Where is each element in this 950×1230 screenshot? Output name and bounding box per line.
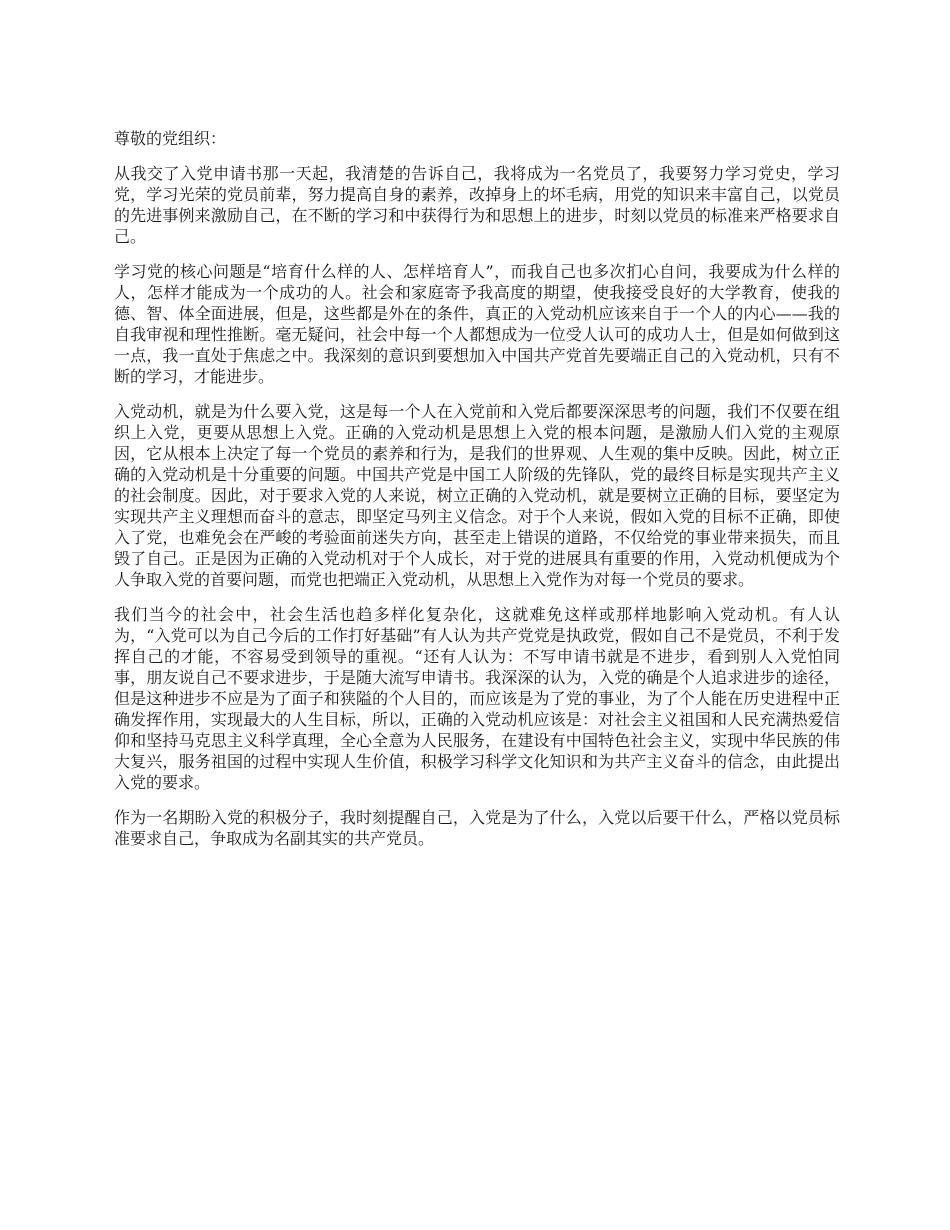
paragraph-1: 从我交了入党申请书那一天起，我清楚的告诉自己，我将成为一名党员了，我要努力学习党史，学习党，学习光荣的党员前辈，努力提高自身的素养，改掉身上的坏毛病，用党的知识来丰富自己，以党员的先进事例来激励自己，在不断的学习和中获得行为和思想上的进步，时刻以党员的标准来严格要求自己。: [114, 164, 840, 246]
paragraph-4: 我们当今的社会中，社会生活也趋多样化复杂化，这就难免这样或那样地影响入党动机。有人认为，“入党可以为自己今后的工作打好基础”有人认为共产党党是执政党，假如自己不是党员，不利于发挥自己的才能，不容易受到领导的重视。“还有人认为：不写申请书就是不进步，看到别人入党怕同事，朋友说自己不要求进步，于是随大流写申请书。我深深的认为，入党的确是个人追求进步的途径，但是这种进步不应是为了面子和狭隘的个人目的，而应该是为了党的事业，为了个人能在历史进程中正确发挥作用，实现最大的人生目标，所以，正确的入党动机应该是：对社会主义祖国和人民充满热爱信仰和坚持马克思主义科学真理，全心全意为人民服务，在建设有中国特色社会主义，实现中华民族的伟大复兴，服务祖国的过程中实现人生价值，积极学习科学文化知识和为共产主义奋斗的信念，由此提出入党的要求。: [114, 605, 840, 792]
paragraph-5: 作为一名期盼入党的积极分子，我时刻提醒自己，入党是为了什么，入党以后要干什么，严格以党员标准要求自己，争取成为名副其实的共产党员。: [114, 808, 840, 848]
paragraph-2: 学习党的核心问题是“培育什么样的人、怎样培育人”，而我自己也多次扪心自问，我要成为什么样的人，怎样才能成为一个成功的人。社会和家庭寄予我高度的期望，使我接受良好的大学教育，使我的德、智、体全面进展，但是，这些都是外在的条件，真正的入党动机应该来自于一个人的内心——我的自我审视和理性推断。毫无疑问，社会中每一个人都想成为一位受人认可的成功人士，但是如何做到这一点，我一直处于焦虑之中。我深刻的意识到要想加入中国共产党首先要端正自己的入党动机，只有不断的学习，才能进步。: [114, 262, 840, 386]
salutation: 尊敬的党组织：: [114, 129, 227, 148]
paragraph-3: 入党动机，就是为什么要入党，这是每一个人在入党前和入党后都要深深思考的问题，我们不仅要在组织上入党，更要从思想上入党。正确的入党动机是思想上入党的根本问题，是激励人们入党的主观原因，它从根本上决定了每一个党员的素养和行为，是我们的世界观、人生观的集中反映。因此，树立正确的入党动机是十分重要的问题。中国共产党是中国工人阶级的先锋队，党的最终目标是实现共产主义的社会制度。因此，对于要求入党的人来说，树立正确的入党动机，就是要树立正确的目标，要坚定为实现共产主义理想而奋斗的意志，即坚定马列主义信念。对于个人来说，假如入党的目标不正确，即使入了党，也难免会在严峻的考验面前迷失方向，甚至走上错误的道路，不仅给党的事业带来损失，而且毁了自己。正是因为正确的入党动机对于个人成长，对于党的进展具有重要的作用，入党动机便成为个人争取入党的首要问题，而党也把端正入党动机，从思想上入党作为对每一个党员的要求。: [114, 402, 840, 589]
letter-body: [114, 128, 840, 863]
